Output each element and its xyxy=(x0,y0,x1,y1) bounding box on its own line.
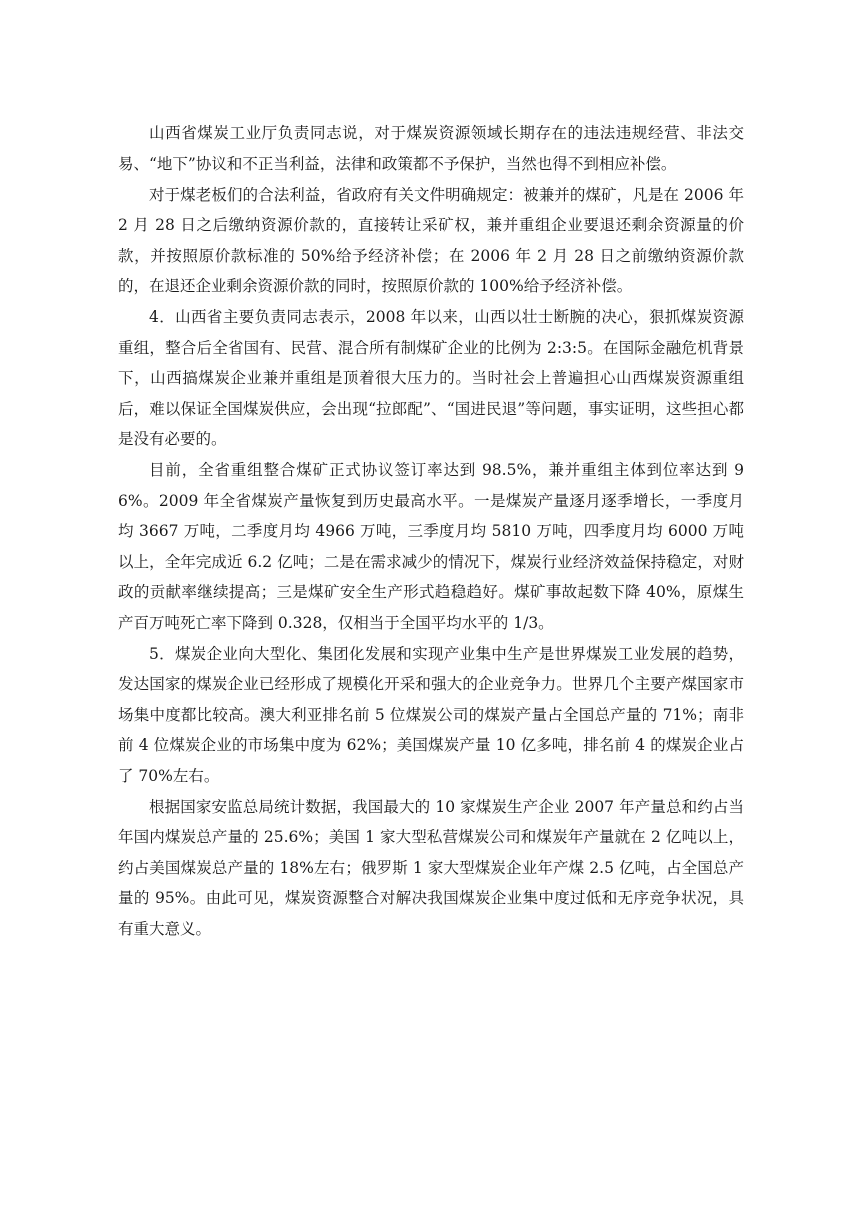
paragraph-3: 4．山西省主要负责同志表示，2008 年以来，山西以壮士断腕的决心，狠抓煤炭资源重组，整合后全省国有、民营、混合所有制煤矿企业的比例为 2:3:5。在国际金融危机背景下，山西搞煤炭企业兼并重组是顶着很大压力的。当时社会上普遍担心山西煤炭资源重组后，难以保证全国煤炭供应，会出现“拉郎配”、“国进民退”等问题，事实证明，这些担心都是没有必要的。 xyxy=(118,308,744,448)
paragraph-4: 目前，全省重组整合煤矿正式协议签订率达到 98.5%，兼并重组主体到位率达到 96%。2009 年全省煤炭产量恢复到历史最高水平。一是煤炭产量逐月逐季增长，一季度月均 3667 万吨，二季度月均 4966 万吨，三季度月均 5810 万吨，四季度月均 6000 万吨以上，全年完成近 6.2 亿吨；二是在需求减少的情况下，煤炭行业经济效益保持稳定，对财政的贡献率继续提高；三是煤矿安全生产形式趋稳趋好。煤矿事故起数下降 40%，原煤生产百万吨死亡率下降到 0.328，仅相当于全国平均水平的 1/3。 xyxy=(118,461,744,632)
paragraph-1: 山西省煤炭工业厅负责同志说，对于煤炭资源领域长期存在的违法违规经营、非法交易、“地下”协议和不正当利益，法律和政策都不予保护，当然也得不到相应补偿。 xyxy=(118,124,744,173)
paragraph-2: 对于煤老板们的合法利益，省政府有关文件明确规定：被兼并的煤矿，凡是在 2006 年 2 月 28 日之后缴纳资源价款的，直接转让采矿权，兼并重组企业要退还剩余资源量的价款，并按照原价款标准的 50%给予经济补偿；在 2006 年 2 月 28 日之前缴纳资源价款的，在退还企业剩余资源价款的同时，按照原价款的 100%给予经济补偿。 xyxy=(118,185,744,295)
document-body xyxy=(118,118,744,945)
paragraph-6: 根据国家安监总局统计数据，我国最大的 10 家煤炭生产企业 2007 年产量总和约占当年国内煤炭总产量的 25.6%；美国 1 家大型私营煤炭公司和煤炭年产量就在 2 亿吨以上，约占美国煤炭总产量的 18%左右；俄罗斯 1 家大型煤炭企业年产煤 2.5 亿吨，占全国总产量的 95%。由此可见，煤炭资源整合对解决我国煤炭企业集中度过低和无序竞争状况，具有重大意义。 xyxy=(118,797,744,938)
paragraph-5: 5．煤炭企业向大型化、集团化发展和实现产业集中生产是世界煤炭工业发展的趋势，发达国家的煤炭企业已经形成了规模化开采和强大的企业竞争力。世界几个主要产煤国家市场集中度都比较高。澳大利亚排名前 5 位煤炭公司的煤炭产量占全国总产量的 71%；南非前 4 位煤炭企业的市场集中度为 62%；美国煤炭产量 10 亿多吨，排名前 4 的煤炭企业占了 70%左右。 xyxy=(118,644,744,785)
